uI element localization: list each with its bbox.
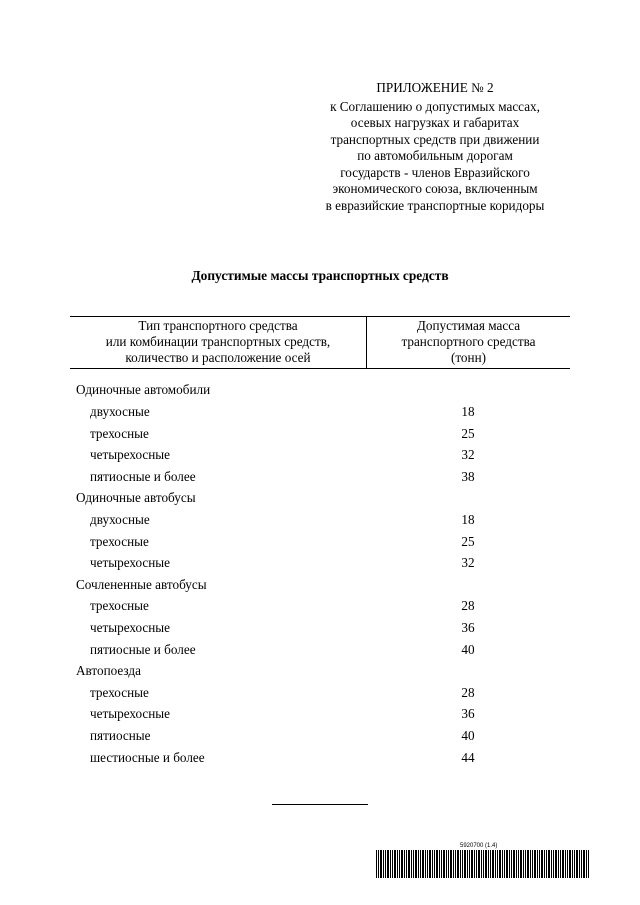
- mass-value: 18: [461, 511, 475, 527]
- barcode-bar: [441, 850, 442, 878]
- mass-value: 32: [461, 447, 475, 463]
- barcode-bar: [567, 850, 568, 878]
- table-group-row: [70, 380, 570, 402]
- barcode-bar: [427, 850, 428, 878]
- table-row: [70, 401, 570, 423]
- header-vehicle-type: [70, 317, 367, 368]
- group-label: Сочлененные автобусы: [76, 576, 207, 592]
- group-label: Одиночные автобусы: [76, 490, 196, 506]
- barcode-bar: [420, 850, 421, 878]
- table-row: [70, 466, 570, 488]
- mass-table: [70, 316, 570, 768]
- barcode-bar: [469, 850, 470, 878]
- table-row: [70, 444, 570, 466]
- barcode-bar: [394, 850, 396, 878]
- barcode-bar: [588, 850, 589, 878]
- barcode-bar: [378, 850, 379, 878]
- annex-line: осевых нагрузках и габаритах: [350, 115, 520, 130]
- axle-config-label: трехосные: [90, 533, 149, 549]
- header-permissible-mass: [367, 317, 570, 368]
- barcode-bar: [544, 850, 545, 878]
- axle-config-label: пятиосные и более: [90, 468, 196, 484]
- mass-value: 28: [461, 684, 475, 700]
- barcode-bar: [434, 850, 435, 878]
- barcode-bar: [546, 850, 547, 878]
- barcode-bar: [408, 850, 410, 878]
- table-body: [70, 380, 570, 769]
- table-row: [70, 617, 570, 639]
- barcode-bar: [525, 850, 526, 878]
- axle-config-label: двухосные: [90, 404, 150, 419]
- barcode-bar: [397, 850, 398, 878]
- barcode-bar: [390, 850, 391, 878]
- table-header: [70, 316, 570, 369]
- barcode-bar: [495, 850, 496, 878]
- barcode-bar: [439, 850, 440, 878]
- table-row: [70, 552, 570, 574]
- axle-config-label: трехосные: [90, 598, 149, 614]
- barcode-bar: [574, 850, 575, 878]
- barcode-bar: [532, 850, 533, 878]
- barcode-bar: [453, 850, 454, 878]
- axle-config-label: трехосные: [90, 425, 149, 441]
- table-group-row: [70, 660, 570, 682]
- barcode-bar: [455, 850, 456, 878]
- barcode-bar: [387, 850, 389, 878]
- barcode-bar: [523, 850, 524, 878]
- barcode-bar: [509, 850, 510, 878]
- barcode: [376, 850, 590, 878]
- barcode-bar: [497, 850, 498, 878]
- barcode-bar: [411, 850, 412, 878]
- barcode-bar: [485, 850, 487, 878]
- header-text: транспортного средства: [401, 334, 536, 350]
- group-label: Автопоезда: [76, 663, 141, 679]
- table-row: [70, 682, 570, 704]
- barcode-bar: [413, 850, 414, 878]
- mass-value: 36: [461, 706, 475, 722]
- table-row: [70, 725, 570, 747]
- barcode-bar: [474, 850, 475, 878]
- barcode-bar: [483, 850, 484, 878]
- barcode-bar: [399, 850, 400, 878]
- mass-value: 36: [461, 619, 475, 635]
- table-group-row: [70, 574, 570, 596]
- annex-line: в евразийские транспортные коридоры: [325, 197, 545, 213]
- barcode-bar: [448, 850, 449, 878]
- barcode-bar: [513, 850, 515, 878]
- barcode-bar: [457, 850, 459, 878]
- barcode-bar: [478, 850, 480, 878]
- barcode-bar: [404, 850, 405, 878]
- barcode-bar: [560, 850, 561, 878]
- barcode-bar: [558, 850, 559, 878]
- annex-line: к Соглашению о допустимых массах,: [330, 98, 540, 114]
- barcode-bar: [516, 850, 517, 878]
- mass-value: 32: [461, 555, 475, 571]
- barcode-bar: [406, 850, 407, 878]
- barcode-bar: [492, 850, 494, 878]
- barcode-bar: [376, 850, 377, 878]
- barcode-bar: [401, 850, 403, 878]
- mass-value: 18: [461, 404, 475, 419]
- barcode-bar: [511, 850, 512, 878]
- mass-value: 44: [461, 749, 475, 765]
- barcode-bar: [415, 850, 417, 878]
- barcode-bar: [476, 850, 477, 878]
- axle-config-label: двухосные: [90, 511, 150, 527]
- barcode-bar: [422, 850, 424, 878]
- barcode-bar: [576, 850, 578, 878]
- table-row: [70, 747, 570, 769]
- barcode-bar: [539, 850, 540, 878]
- barcode-bar: [553, 850, 554, 878]
- barcode-bar: [565, 850, 566, 878]
- header-text: Допустимая масса: [416, 318, 521, 333]
- barcode-bar: [462, 850, 463, 878]
- axle-config-label: четырехосные: [90, 619, 171, 635]
- barcode-bar: [562, 850, 564, 878]
- axle-config-label: шестиосные и более: [90, 749, 205, 765]
- barcode-bar: [551, 850, 552, 878]
- mass-value: 40: [461, 641, 475, 657]
- barcode-number: 5920700 (1.4): [460, 843, 498, 849]
- barcode-bar: [555, 850, 557, 878]
- barcode-bar: [446, 850, 447, 878]
- annex-line: экономического союза, включенным: [332, 181, 538, 196]
- table-row: [70, 509, 570, 531]
- barcode-bar: [432, 850, 433, 878]
- barcode-bar: [504, 850, 505, 878]
- barcode-bar: [579, 850, 580, 878]
- axle-config-label: четырехосные: [90, 706, 171, 722]
- annex-line: по автомобильным дорогам: [357, 148, 513, 163]
- barcode-bar: [530, 850, 531, 878]
- barcode-bar: [490, 850, 491, 878]
- barcode-bar: [520, 850, 522, 878]
- barcode-bar: [488, 850, 489, 878]
- barcode-bar: [541, 850, 543, 878]
- barcode-bar: [392, 850, 393, 878]
- annex-heading: ПРИЛОЖЕНИЕ № 2: [376, 80, 494, 95]
- barcode-bar: [418, 850, 419, 878]
- table-row: [70, 531, 570, 553]
- barcode-bar: [471, 850, 473, 878]
- barcode-bar: [443, 850, 445, 878]
- annex-line: государств - членов Евразийского: [340, 164, 530, 180]
- group-label: Одиночные автомобили: [76, 382, 211, 398]
- barcode-bar: [436, 850, 438, 878]
- header-text: количество и расположение осей: [125, 350, 311, 366]
- table-row: [70, 423, 570, 445]
- barcode-bar: [581, 850, 582, 878]
- barcode-bar: [534, 850, 536, 878]
- barcode-bar: [518, 850, 519, 878]
- end-divider: [272, 804, 368, 805]
- barcode-bar: [572, 850, 573, 878]
- barcode-bar: [583, 850, 585, 878]
- axle-config-label: пятиосные: [90, 727, 151, 743]
- barcode-bar: [425, 850, 426, 878]
- barcode-bar: [450, 850, 452, 878]
- axle-config-label: четырехосные: [90, 555, 171, 571]
- mass-value: 40: [461, 727, 475, 743]
- barcode-bar: [506, 850, 508, 878]
- barcode-bar: [537, 850, 538, 878]
- table-row: [70, 596, 570, 618]
- barcode-bar: [467, 850, 468, 878]
- axle-config-label: пятиосные и более: [90, 641, 196, 657]
- header-text: (тонн): [450, 350, 487, 366]
- mass-value: 28: [461, 598, 475, 614]
- mass-value: 25: [461, 425, 475, 441]
- barcode-bar: [380, 850, 382, 878]
- table-group-row: [70, 488, 570, 510]
- barcode-bar: [383, 850, 384, 878]
- barcode-bar: [548, 850, 550, 878]
- annex-header: [300, 80, 570, 214]
- barcode-bar: [385, 850, 386, 878]
- axle-config-label: трехосные: [90, 684, 149, 700]
- barcode-bar: [460, 850, 461, 878]
- axle-config-label: четырехосные: [90, 447, 171, 463]
- mass-value: 25: [461, 533, 475, 549]
- barcode-bar: [569, 850, 571, 878]
- barcode-bar: [527, 850, 529, 878]
- barcode-bar: [481, 850, 482, 878]
- barcode-bar: [464, 850, 466, 878]
- barcode-bar: [499, 850, 501, 878]
- document-title: Допустимые массы транспортных средств: [191, 268, 449, 283]
- annex-line: транспортных средств при движении: [330, 131, 540, 147]
- mass-value: 38: [461, 468, 475, 484]
- table-row: [70, 639, 570, 661]
- header-text: или комбинации транспортных средств,: [105, 334, 331, 350]
- table-row: [70, 704, 570, 726]
- barcode-bar: [429, 850, 431, 878]
- barcode-bar: [502, 850, 503, 878]
- barcode-bar: [586, 850, 587, 878]
- header-text: Тип транспортного средства: [138, 318, 298, 333]
